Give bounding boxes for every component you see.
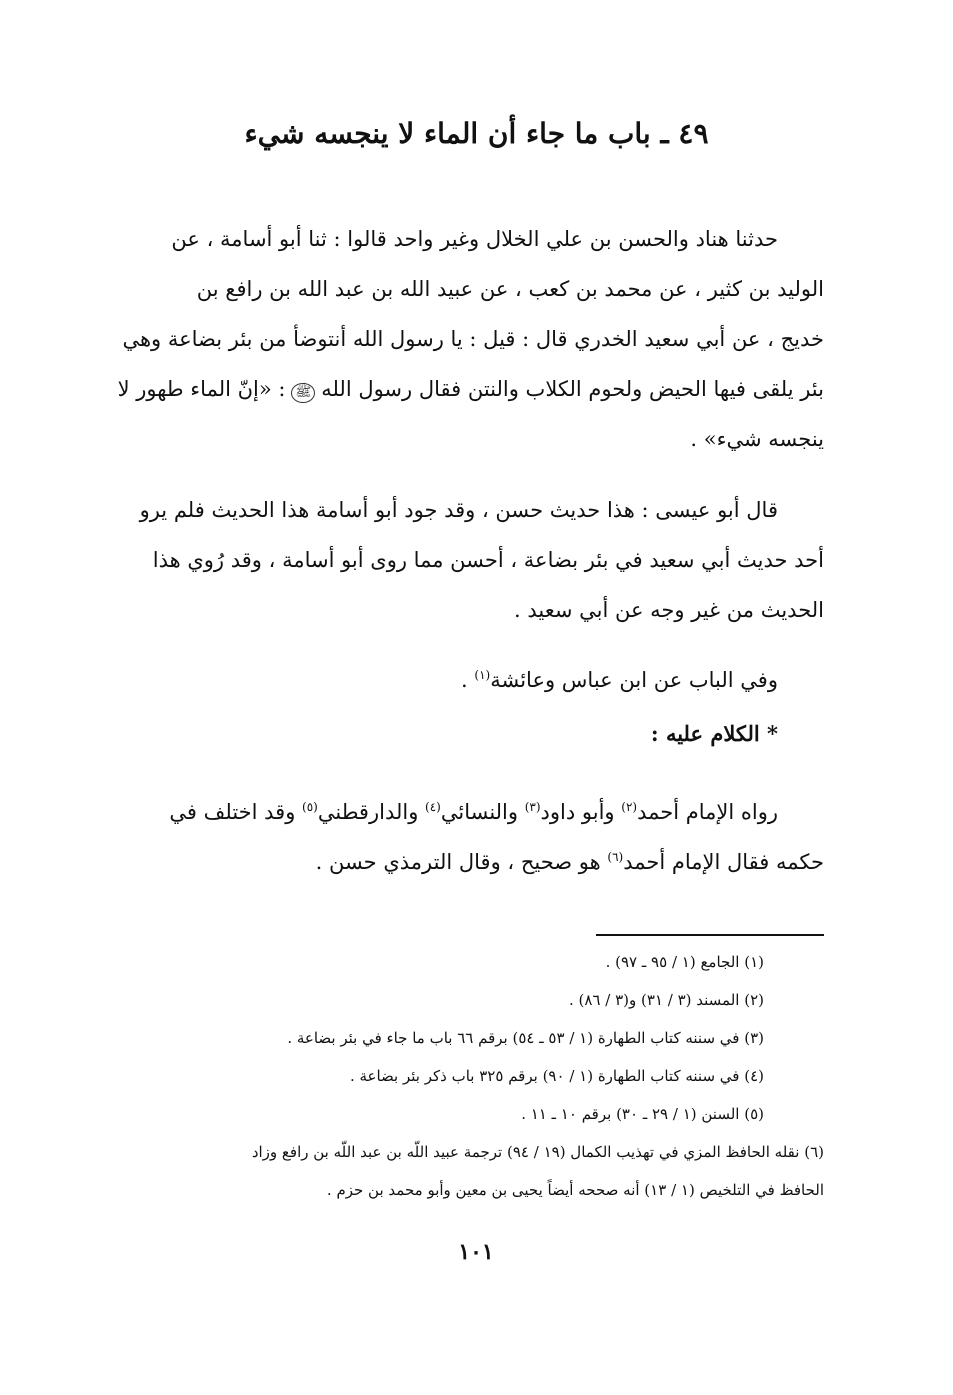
footnote-1: (١) الجامع (١ / ٩٥ ـ ٩٧) . [605, 953, 764, 971]
footnote-6: (٦) نقله الحافظ المزي في تهذيب الكمال (١٩ / ٩٤) ترجمة عبيد اللّه بن عبد اللّه بن رافع وزاد [251, 1143, 824, 1161]
footnote-5: (٥) السنن (١ / ٢٩ ـ ٣٠) برقم ١٠ ـ ١١ . [521, 1105, 764, 1123]
footnote-ref[interactable]: (٢) [621, 800, 638, 814]
hadith-line: ينجسه شيء» . [690, 427, 824, 451]
footnote-ref[interactable]: (٦) [607, 850, 624, 864]
commentary-paragraph [112, 787, 824, 887]
hadith-paragraph [112, 214, 824, 464]
footnote-ref[interactable]: (١) [474, 668, 491, 682]
commentary-text: رواه الإمام أحمد [637, 800, 778, 824]
abu-isa-comment-paragraph [112, 485, 824, 635]
comment-line: أحد حديث أبي سعيد في بئر بضاعة ، أحسن مما روى أبو أسامة ، وقد رُوي هذا [152, 548, 824, 572]
page-number: ١٠١ [458, 1239, 494, 1265]
chapter-note-text: وفي الباب عن ابن عباس وعائشة [490, 668, 778, 692]
footnote-4: (٤) في سننه كتاب الطهارة (١ / ٩٠) برقم ٣٢٥ باب ذكر بئر بضاعة . [349, 1067, 764, 1085]
chapter-note-paragraph [112, 655, 824, 705]
footnote-separator [596, 934, 824, 936]
hadith-text-fragment: : «إنّ الماء طهور لا [117, 377, 286, 401]
commentary-text: والدارقطني [317, 800, 426, 824]
footnote-ref[interactable]: (٣) [524, 800, 541, 814]
commentary-text: والنسائي [440, 800, 525, 824]
footnote-6-continuation: الحافظ في التلخيص (١ / ١٣) أنه صححه أيضاً يحيى بن معين وأبو محمد بن حزم . [326, 1181, 824, 1199]
commentary-heading-block [112, 709, 824, 759]
comment-line: قال أبو عيسى : هذا حديث حسن ، وقد جود أبو أسامة هذا الحديث فلم يرو [139, 498, 778, 522]
footnotes-section [112, 943, 824, 1209]
hadith-line [112, 364, 824, 414]
commentary-text: وأبو داود [540, 800, 622, 824]
hadith-line: خديج ، عن أبي سعيد الخدري قال : قيل : يا رسول الله أنتوضأ من بئر بضاعة وهي [122, 327, 824, 351]
commentary-line [112, 837, 824, 887]
commentary-text: حكمه فقال الإمام أحمد [623, 850, 824, 874]
chapter-note-end: . [461, 668, 475, 692]
commentary-text: هو صحيح ، وقال الترمذي حسن . [315, 850, 608, 874]
hadith-line: الوليد بن كثير ، عن محمد بن كعب ، عن عبيد الله بن عبد الله بن رافع بن [196, 277, 824, 301]
chapter-note-line [112, 655, 824, 705]
commentary-line [112, 787, 824, 837]
commentary-text: وقد اختلف في [169, 800, 303, 824]
chapter-title: ٤٩ ـ باب ما جاء أن الماء لا ينجسه شيء [244, 117, 709, 150]
salutation-symbol: ﷺ [291, 383, 315, 403]
footnote-ref[interactable]: (٤) [425, 800, 441, 814]
hadith-line: حدثنا هناد والحسن بن علي الخلال وغير واحد قالوا : ثنا أبو أسامة ، عن [171, 227, 778, 251]
footnote-ref[interactable]: (٥) [302, 800, 318, 814]
commentary-heading: * الكلام عليه : [650, 721, 778, 746]
footnote-3: (٣) في سننه كتاب الطهارة (١ / ٥٣ ـ ٥٤) برقم ٦٦ باب ما جاء في بئر بضاعة . [287, 1029, 764, 1047]
footnote-2: (٢) المسند (٣ / ٣١) و(٣ / ٨٦) . [568, 991, 764, 1009]
hadith-text-fragment: بئر يلقى فيها الحيض ولحوم الكلاب والنتن فقال رسول الله [321, 377, 824, 401]
comment-line: الحديث من غير وجه عن أبي سعيد . [514, 598, 824, 622]
